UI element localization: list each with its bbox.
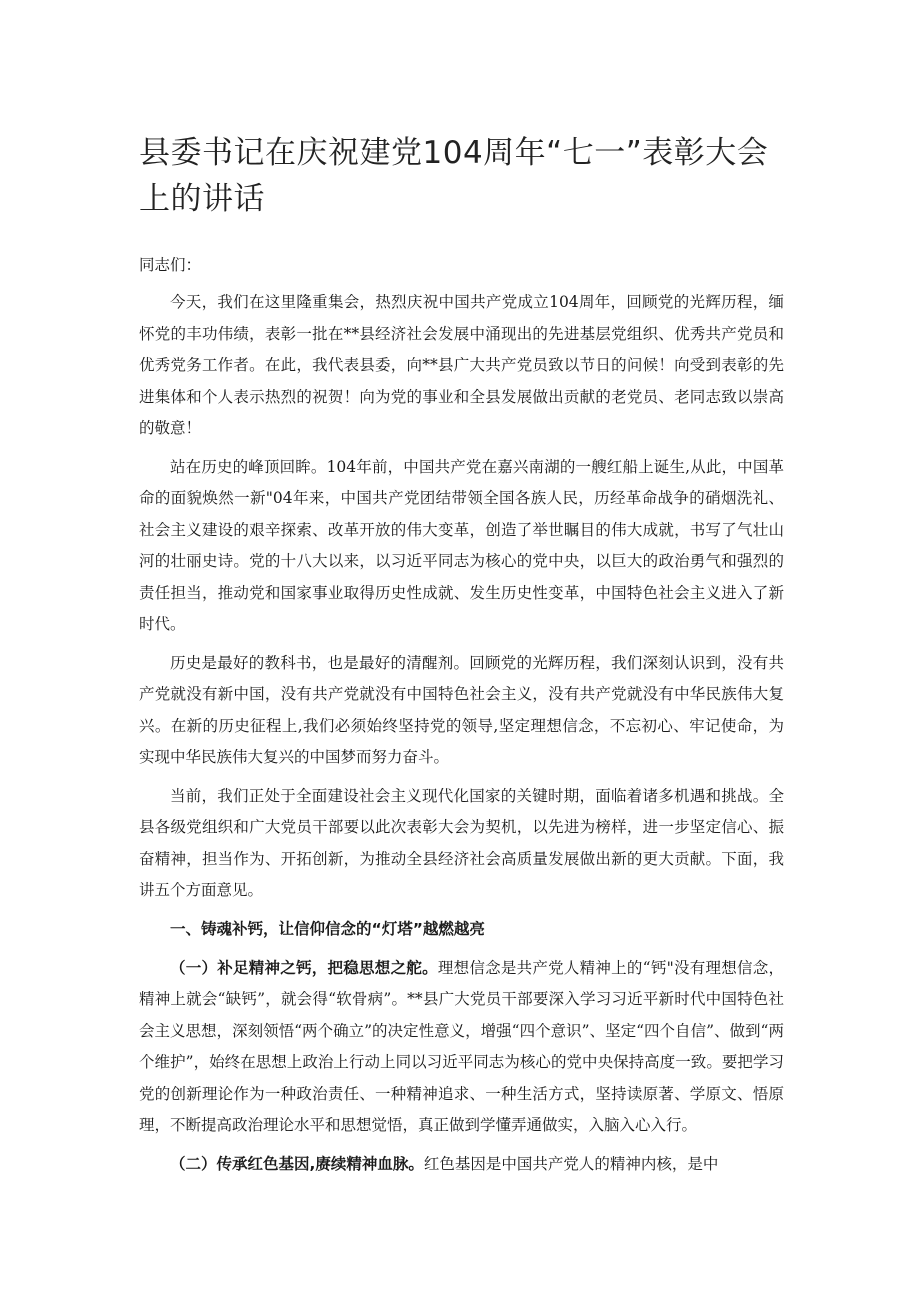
section-1-item-2-heading: （二）传承红色基因,赓续精神血脉。: [170, 1154, 424, 1173]
section-1-item-1-heading: （一）补足精神之钙，把稳思想之舵。: [170, 958, 438, 977]
document-title: 县委书记在庆祝建党104周年“七一”表彰大会上的讲话: [139, 135, 769, 217]
paragraph-history: 站在历史的峰顶回眸。104年前，中国共产党在嘉兴南湖的一艘红船上诞生,从此，中国革命的面貌焕然一新"04年来，中国共产党团结带领全国各族人民，历经革命战争的硝烟洗礼、社会主义建设的艰辛探索、改革开放的伟大变革，创造了举世瞩目的伟大成就，书写了气壮山河的壮丽史诗。党的十八大以来，以习近平同志为核心的党中央，以巨大的政治勇气和强烈的责任担当，推动党和国家事业取得历史性成就、发生历史性变革，中国特色社会主义进入了新时代。: [139, 457, 784, 633]
section-1-item-2-body: 红色基因是中国共产党人的精神内核，是中: [423, 1154, 719, 1173]
paragraph-lessons: 历史是最好的教科书，也是最好的清醒剂。回顾党的光辉历程，我们深刻认识到，没有共产党就没有新中国，没有共产党就没有中国特色社会主义，没有共产党就没有中华民族伟大复兴。在新的历史征程上,我们必须始终坚持党的领导,坚定理想信念，不忘初心、牢记使命，为实现中华民族伟大复兴的中国梦而努力奋斗。: [139, 653, 784, 766]
salutation: 同志们：: [139, 256, 202, 274]
section-1-item-1-body: 理想信念是共产党人精神上的“钙"没有理想信念，精神上就会“缺钙”，就会得“软骨病”。**县广大党员干部要深入学习习近平新时代中国特色社会主义思想，深刻领悟“两个确立”的决定性意义，增强“四个意识”、坚定“四个自信”、做到“两个维护”，始终在思想上政治上行动上同以习近平同志为核心的党中央保持高度一致。要把学习党的创新理论作为一种政治责任、一种精神追求、一种生活方式，坚持读原著、学原文、悟原理，不断提高政治理论水平和思想觉悟，真正做到学懂弄通做实，入脑入心入行。: [139, 958, 784, 1134]
paragraph-current: 当前，我们正处于全面建设社会主义现代化国家的关键时期，面临着诸多机遇和挑战。全县各级党组织和广大党员干部要以此次表彰大会为契机，以先进为榜样，进一步坚定信心、振奋精神，担当作为、开拓创新，为推动全县经济社会高质量发展做出新的更大贡献。下面，我讲五个方面意见。: [139, 786, 784, 899]
section-1-heading: 一、铸魂补钙，让信仰信念的“灯塔”越燃越亮: [170, 919, 485, 938]
paragraph-opening: 今天，我们在这里隆重集会，热烈庆祝中国共产党成立104周年，回顾党的光辉历程，缅怀党的丰功伟绩，表彰一批在**县经济社会发展中涌现出的先进基层党组织、优秀共产党员和优秀党务工作者。在此，我代表县委，向**县广大共产党员致以节日的问候！向受到表彰的先进集体和个人表示热烈的祝贺！向为党的事业和全县发展做出贡献的老党员、老同志致以崇高的敬意！: [139, 293, 784, 437]
section-1-item-1: [139, 953, 784, 1142]
document-page: [139, 130, 784, 1187]
section-1-item-2: [139, 1149, 784, 1181]
